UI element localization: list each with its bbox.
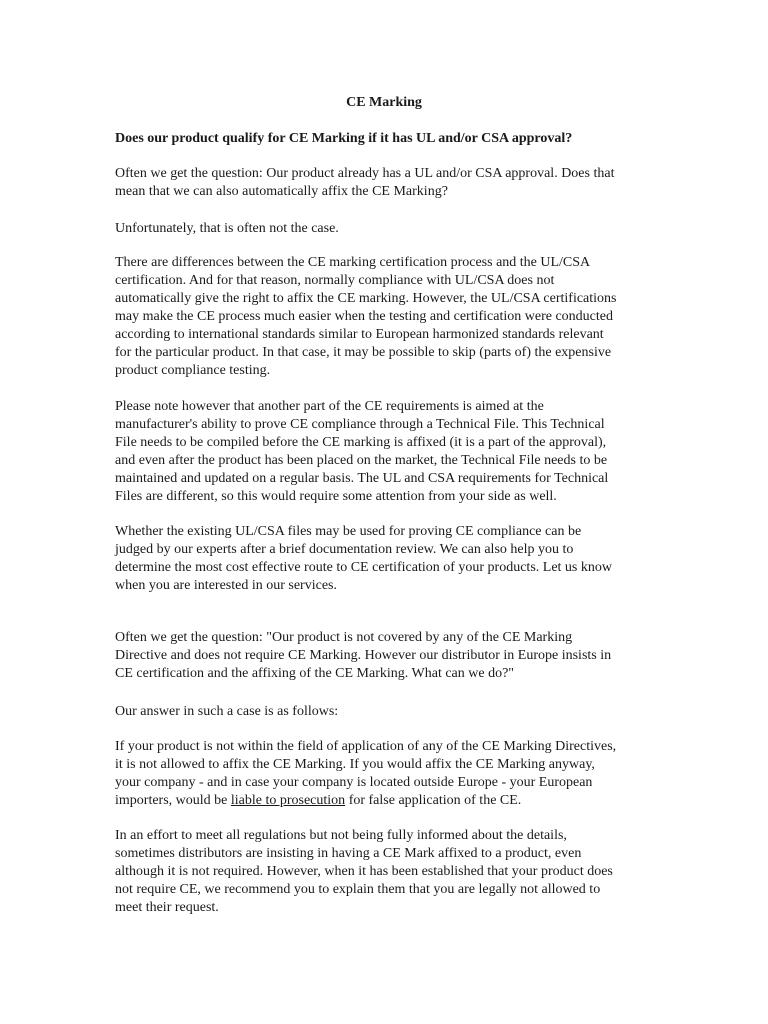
text-line: mean that we can also automatically affix the CE Marking?	[115, 184, 448, 199]
text-line	[115, 792, 655, 810]
paragraph-4	[115, 398, 655, 506]
text-line: when you are interested in our services.	[115, 578, 337, 593]
section-heading: Does our product qualify for CE Marking if it has UL and/or CSA approval?	[115, 131, 573, 146]
paragraph-5	[115, 523, 655, 595]
text-line: Please note however that another part of the CE requirements is aimed at the	[115, 399, 544, 414]
paragraph-9	[115, 827, 655, 917]
text-line: Often we get the question: "Our product is not covered by any of the CE Marking	[115, 630, 573, 645]
text-line: Files are different, so this would require some attention from your side as well.	[115, 489, 557, 504]
paragraph-8	[115, 738, 655, 810]
prosecution-link[interactable]: liable to prosecution	[230, 793, 346, 808]
text-line: There are differences between the CE marking certification process and the UL/CSA	[115, 255, 591, 270]
text-line: automatically give the right to affix the CE marking. However, the UL/CSA certifications	[115, 291, 617, 306]
paragraph-6	[115, 629, 655, 683]
text-line: Whether the existing UL/CSA files may be used for proving CE compliance can be	[115, 524, 582, 539]
text-line: product compliance testing.	[115, 363, 271, 378]
text-line: determine the most cost effective route to CE certification of your products. Let us know	[115, 560, 612, 575]
paragraph-1	[115, 165, 655, 201]
text-line: it is not allowed to affix the CE Marking. If you would affix the CE Marking anyway,	[115, 757, 595, 772]
text-line: for the particular product. In that case, it may be possible to skip (parts of) the expensive	[115, 345, 612, 360]
text-line: although it is not required. However, when it has been established that your product does	[115, 864, 613, 879]
text-fragment: importers, would be	[115, 793, 231, 808]
text-line: Unfortunately, that is often not the case.	[115, 221, 339, 236]
text-fragment: for false application of the CE.	[345, 793, 522, 808]
text-line: according to international standards similar to European harmonized standards relevant	[115, 327, 604, 342]
text-line: File needs to be compiled before the CE marking is affixed (it is a part of the approval),	[115, 435, 607, 450]
text-line: judged by our experts after a brief documentation review. We can also help you to	[115, 542, 574, 557]
text-line: manufacturer's ability to prove CE compliance through a Technical File. This Technical	[115, 417, 605, 432]
paragraph-2	[115, 220, 655, 238]
text-line: may make the CE process much easier when the testing and certification were conducted	[115, 309, 613, 324]
text-line: In an effort to meet all regulations but not being fully informed about the details,	[115, 828, 567, 843]
document-title: CE Marking	[346, 95, 422, 110]
paragraph-7	[115, 703, 655, 721]
text-line: If your product is not within the field of application of any of the CE Marking Directives,	[115, 739, 617, 754]
paragraph-3	[115, 254, 655, 380]
text-line: sometimes distributors are insisting in having a CE Mark affixed to a product, even	[115, 846, 582, 861]
text-line: Often we get the question: Our product already has a UL and/or CSA approval. Does that	[115, 166, 615, 181]
text-line: and even after the product has been placed on the market, the Technical File needs to be	[115, 453, 608, 468]
text-line: CE certification and the affixing of the CE Marking. What can we do?"	[115, 666, 515, 681]
text-line: certification. And for that reason, normally compliance with UL/CSA does not	[115, 273, 555, 288]
text-line: maintained and updated on a regular basis. The UL and CSA requirements for Technical	[115, 471, 609, 486]
text-line: your company - and in case your company is located outside Europe - your European	[115, 775, 593, 790]
text-line: Our answer in such a case is as follows:	[115, 704, 339, 719]
text-line: Directive and does not require CE Marking. However our distributor in Europe insists in	[115, 648, 612, 663]
text-line: meet their request.	[115, 900, 219, 915]
text-line: not require CE, we recommend you to explain them that you are legally not allowed to	[115, 882, 601, 897]
